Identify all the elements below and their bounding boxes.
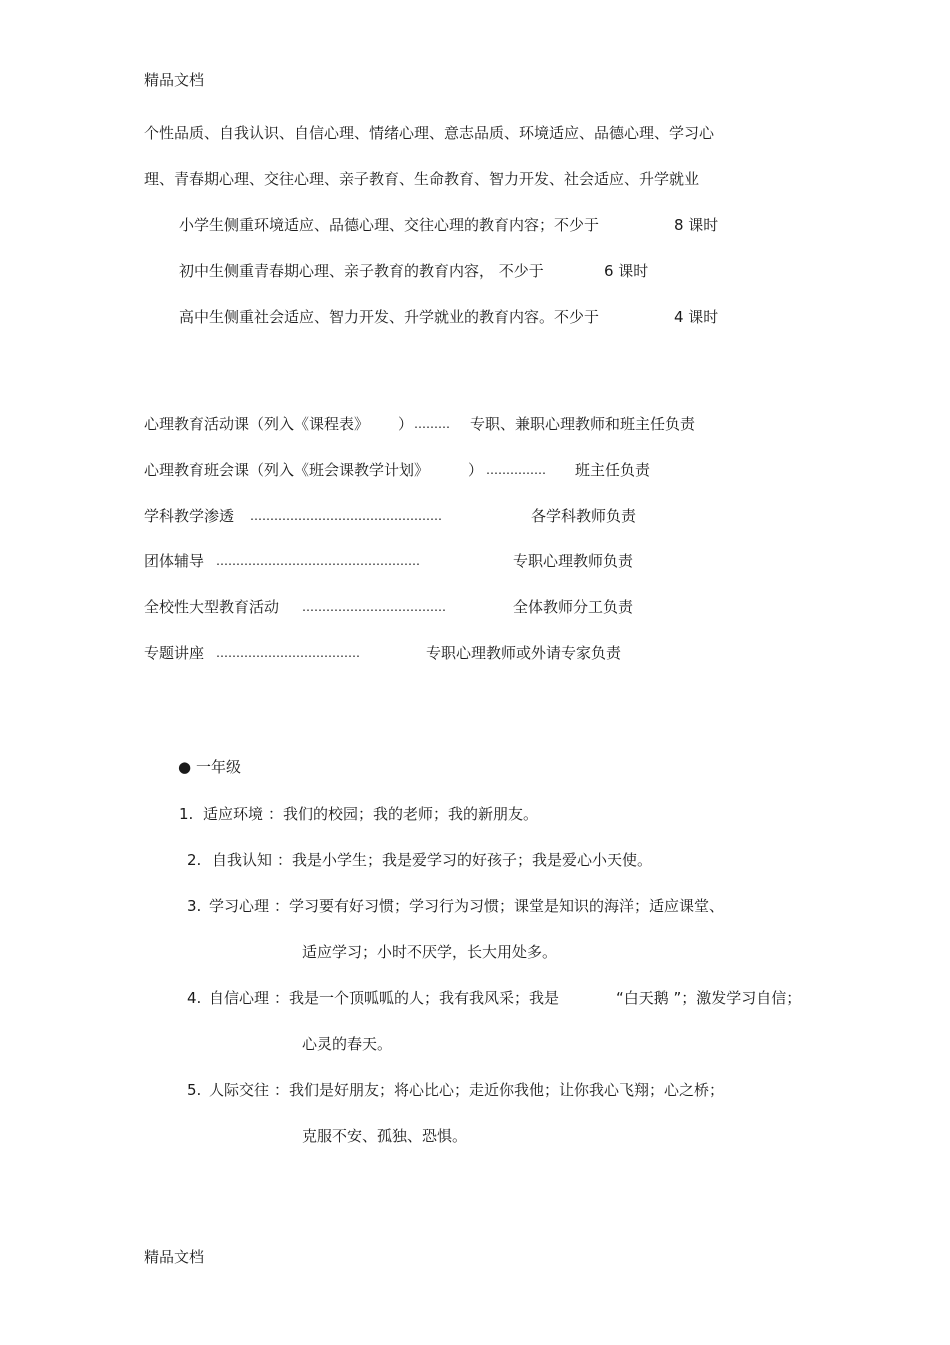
focus-text: 小学生侧重环境适应、品德心理、交往心理的教育内容；不少于 [179, 216, 600, 234]
item-number: 5. [187, 1081, 202, 1099]
page-header: 精品文档 [144, 71, 205, 89]
form-dots: ……………………………… [302, 600, 446, 614]
item-label: 人际交往 [209, 1081, 270, 1099]
form-dots: ………………………………………… [250, 509, 442, 523]
item-number: 4. [187, 989, 202, 1007]
item-label: 自我认知 [212, 851, 273, 869]
grade-title: 一年级 [196, 758, 242, 776]
item-number: 3. [187, 897, 202, 915]
form-owner: 专职心理教师负责 [513, 552, 634, 570]
item-label: 学习心理 [209, 897, 270, 915]
form-owner: 专职心理教师或外请专家负责 [426, 644, 622, 662]
page-footer: 精品文档 [144, 1248, 205, 1266]
item-continuation: 心灵的春天。 [302, 1035, 393, 1053]
item-label: 适应环境 [203, 805, 264, 823]
form-name: 心理教育活动课（列入《课程表》 [144, 415, 370, 433]
item-number: 1. [179, 805, 194, 823]
form-dots: …………… [486, 463, 546, 477]
form-owner: 各学科教师负责 [531, 507, 637, 525]
focus-hours: 4 课时 [674, 308, 719, 326]
item-continuation: 适应学习；小时不厌学，长大用处多。 [302, 943, 558, 961]
focus-hours: 8 课时 [674, 216, 719, 234]
focus-text: 初中生侧重青春期心理、亲子教育的教育内容， 不少于 [179, 262, 544, 280]
form-dots: …………………………………………… [216, 554, 420, 568]
form-name: 心理教育班会课（列入《班会课教学计划》 [144, 461, 430, 479]
bullet-icon: ● [178, 758, 192, 776]
item-text: ：我是一个顶呱呱的人；我有我风采；我是 [274, 989, 560, 1007]
form-owner: 全体教师分工负责 [513, 598, 634, 616]
item-number: 2. [187, 851, 202, 869]
form-dots: ……………………………… [216, 646, 360, 660]
item-label: 自信心理 [209, 989, 270, 1007]
form-name: 学科教学渗透 [144, 507, 235, 525]
item-text: ：我们的校园；我的老师；我的新朋友。 [268, 805, 539, 823]
form-close: ） [468, 461, 484, 479]
item-text: ：我是小学生；我是爱学习的好孩子；我是爱心小天使。 [277, 851, 653, 869]
item-text: ：我们是好朋友；将心比心；走近你我他；让你我心飞翔；心之桥； [274, 1081, 725, 1099]
content-areas-line-1: 个性品质、自我认识、自信心理、情绪心理、意志品质、环境适应、品德心理、学习心 [144, 124, 715, 142]
focus-hours: 6 课时 [604, 262, 649, 280]
item-text: “白天鹅 ”；激发学习自信； [616, 989, 802, 1007]
form-name: 专题讲座 [144, 644, 205, 662]
form-owner: 班主任负责 [575, 461, 651, 479]
focus-text: 高中生侧重社会适应、智力开发、升学就业的教育内容。不少于 [179, 308, 600, 326]
content-areas-line-2: 理、青春期心理、交往心理、亲子教育、生命教育、智力开发、社会适应、升学就业 [144, 170, 700, 188]
form-dots: ……… [414, 417, 450, 431]
form-owner: 专职、兼职心理教师和班主任负责 [470, 415, 696, 433]
form-close: ） [398, 415, 414, 433]
item-continuation: 克服不安、孤独、恐惧。 [302, 1127, 468, 1145]
item-text: ：学习要有好习惯；学习行为习惯；课堂是知识的海洋；适应课堂、 [274, 897, 725, 915]
form-name: 全校性大型教育活动 [144, 598, 280, 616]
form-name: 团体辅导 [144, 552, 205, 570]
